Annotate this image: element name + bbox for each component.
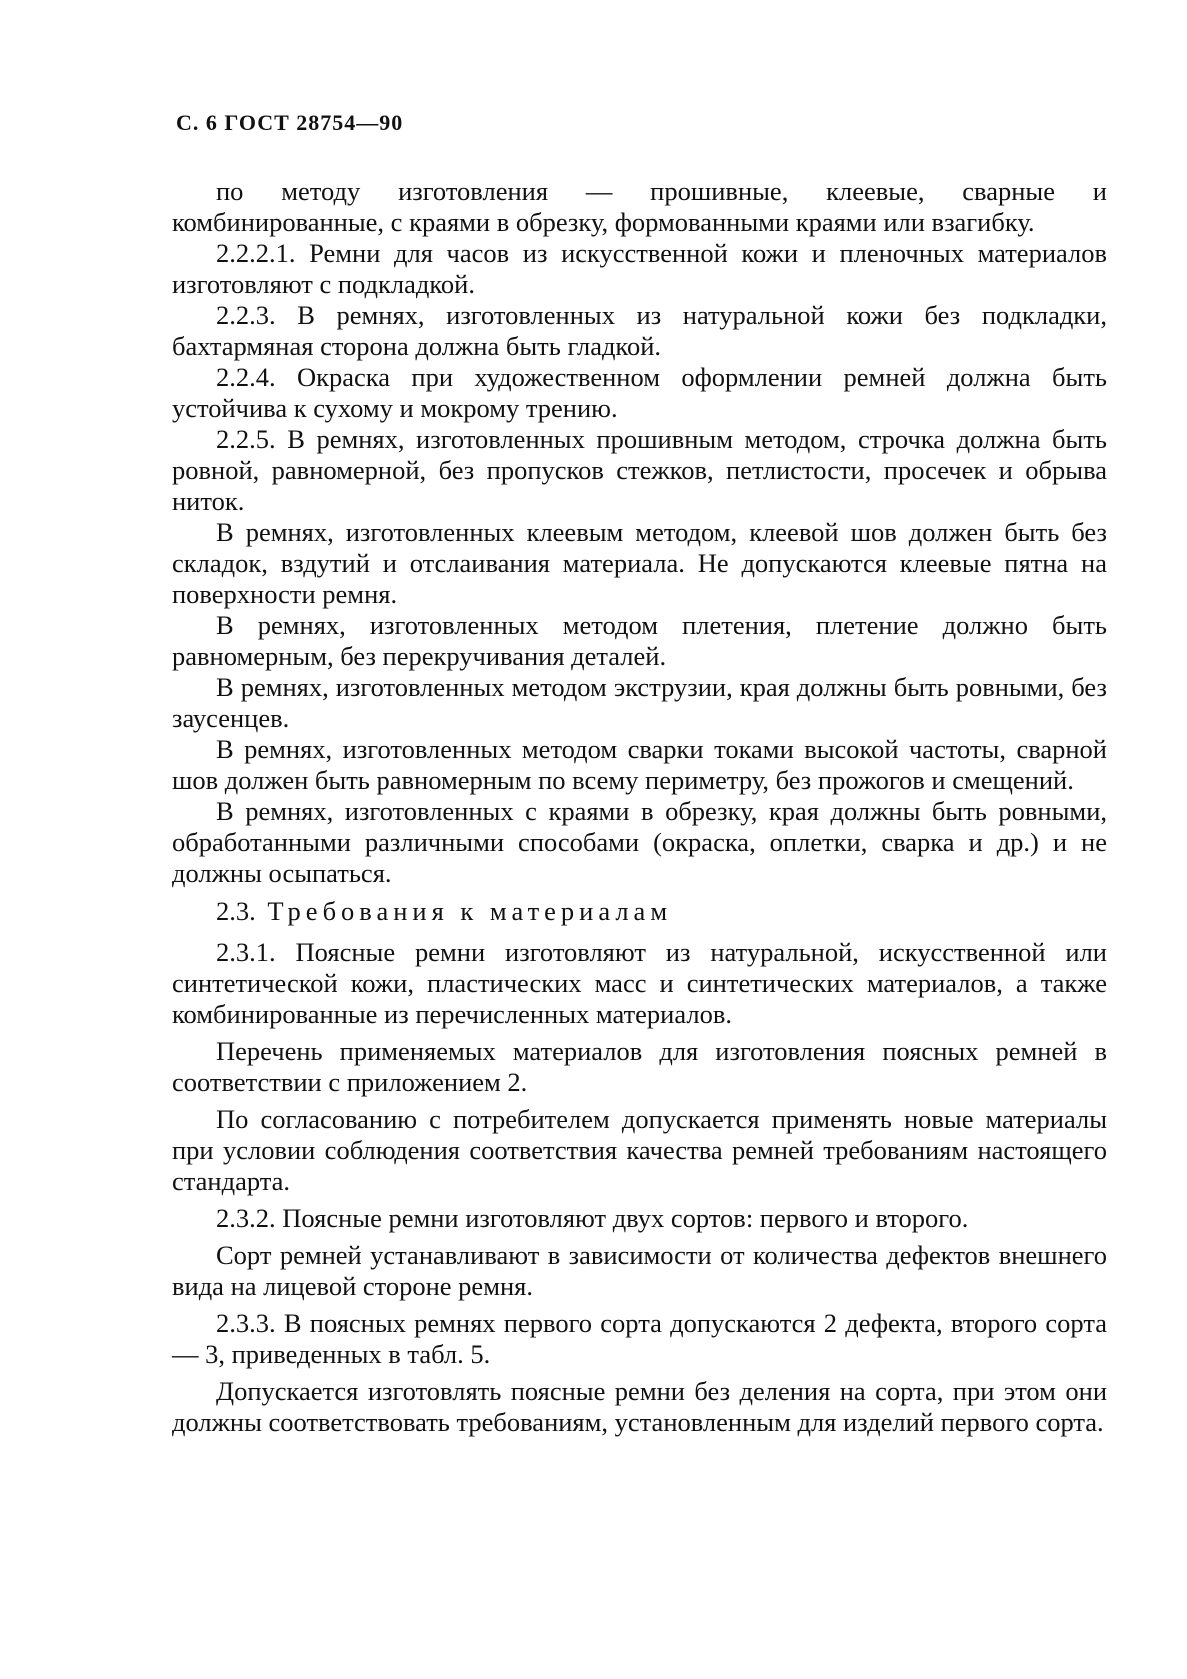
section-heading — [172, 896, 1107, 927]
paragraph: 2.2.2.1. Ремни для часов из искусственной кожи и пленочных материалов изготовляют с подкладкой. — [172, 238, 1107, 299]
paragraph: По согласованию с потребителем допускается применять новые материалы при условии соблюдения соответствия качества ремней требованиям настоящего стандарта. — [172, 1104, 1107, 1196]
paragraph: В ремнях, изготовленных клеевым методом, клеевой шов должен быть без складок, вздутий и отслаивания материала. Не допускаются клеевые пятна на поверхности ремня. — [172, 517, 1107, 609]
paragraph: 2.3.2. Поясные ремни изготовляют двух сортов: первого и второго. — [216, 1203, 969, 1233]
page-header: С. 6 ГОСТ 28754—90 — [176, 110, 404, 135]
paragraph: 2.2.5. В ремнях, изготовленных прошивным методом, строчка должна быть ровной, равномерной, без пропусков стежков, петлистости, просечек и обрыва ниток. — [172, 424, 1107, 516]
paragraph: В ремнях, изготовленных методом плетения, плетение должно быть равномерным, без перекручивания деталей. — [172, 610, 1107, 671]
section-number: 2.3. — [216, 896, 256, 926]
paragraph: 2.2.3. В ремнях, изготовленных из натуральной кожи без подкладки, бахтармяная сторона должна быть гладкой. — [172, 300, 1107, 361]
document-body — [172, 176, 1107, 1438]
paragraph: по методу изготовления — прошивные, клеевые, сварные и комбинированные, с краями в обрезку, формованными краями или взагибку. — [172, 176, 1107, 237]
paragraph: В ремнях, изготовленных с краями в обрезку, края должны быть ровными, обработанными различными способами (окраска, оплетки, сварка и др.) и не должны осыпаться. — [172, 796, 1107, 888]
section-title: Требования к материалам — [267, 896, 673, 926]
paragraph: Перечень применяемых материалов для изготовления поясных ремней в соответствии с приложением 2. — [172, 1036, 1107, 1097]
paragraph: В ремнях, изготовленных методом сварки токами высокой частоты, сварной шов должен быть равномерным по всему периметру, без прожогов и смещений. — [172, 734, 1107, 795]
paragraph: 2.3.3. В поясных ремнях первого сорта допускаются 2 дефекта, второго сорта — 3, приведенных в табл. 5. — [172, 1308, 1107, 1369]
paragraph: В ремнях, изготовленных методом экструзии, края должны быть ровными, без заусенцев. — [172, 672, 1107, 733]
paragraph: Сорт ремней устанавливают в зависимости от количества дефектов внешнего вида на лицевой стороне ремня. — [172, 1240, 1107, 1301]
paragraph: 2.3.1. Поясные ремни изготовляют из натуральной, искусственной или синтетической кожи, пластических масс и синтетических материалов, а также комбинированные из перечисленных материалов. — [172, 937, 1107, 1029]
paragraph: 2.2.4. Окраска при художественном оформлении ремней должна быть устойчива к сухому и мокрому трению. — [172, 362, 1107, 423]
paragraph: Допускается изготовлять поясные ремни без деления на сорта, при этом они должны соответствовать требованиям, установленным для изделий первого сорта. — [172, 1376, 1107, 1437]
